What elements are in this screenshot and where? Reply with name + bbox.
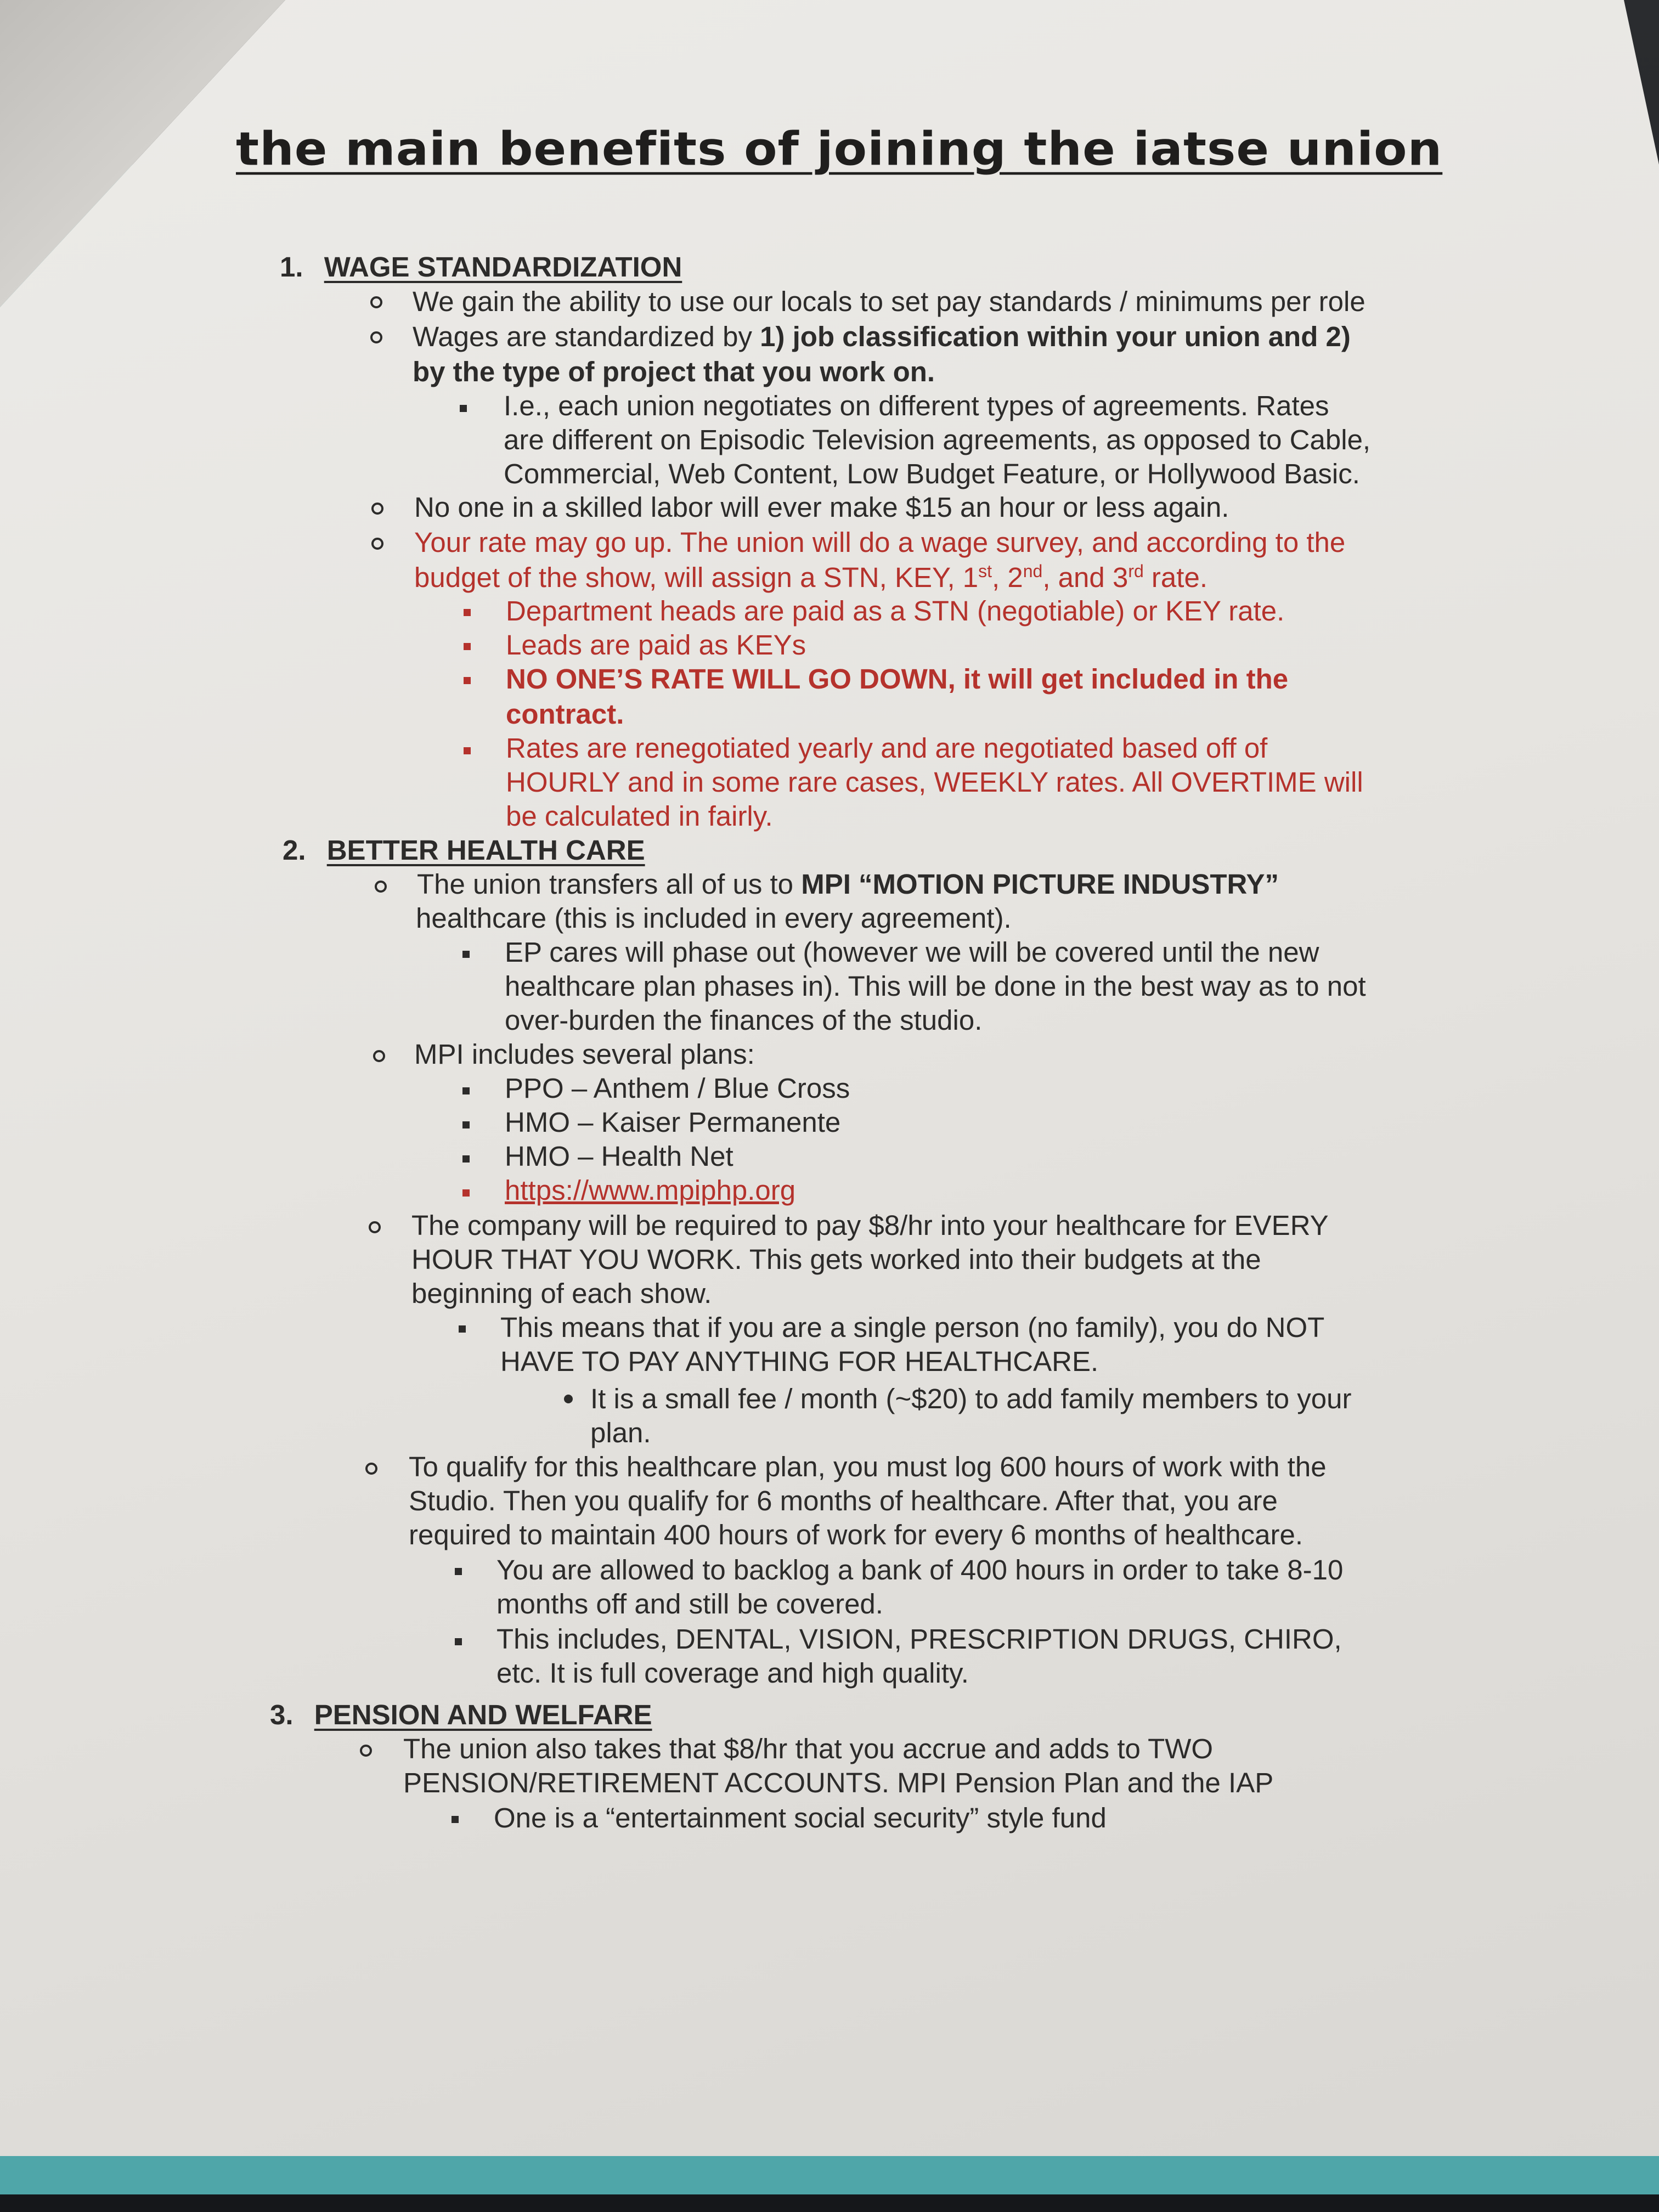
circle-bullet-icon: [360, 1745, 372, 1757]
bullet-text: Studio. Then you qualify for 6 months of healthcare. After that, you are: [409, 1485, 1278, 1516]
sub-bullet-text: etc. It is full coverage and high quality.: [496, 1657, 969, 1689]
section-heading: [270, 1697, 652, 1732]
circle-bullet-icon: [371, 538, 383, 550]
plan-item: HMO – Health Net: [505, 1141, 733, 1172]
section-title: WAGE STANDARDIZATION: [324, 251, 682, 283]
circle-bullet-icon: [371, 503, 383, 515]
page-title: the main benefits of joining the iatse union: [236, 122, 1443, 176]
bullet-text: We gain the ability to use our locals to set pay standards / minimums per role: [413, 286, 1365, 317]
bullet-text: by the type of project that you work on.: [413, 356, 935, 387]
square-bullet-icon: [462, 1155, 470, 1163]
section-heading: [280, 250, 682, 284]
sub-bullet-text: Leads are paid as KEYs: [506, 629, 806, 661]
section-heading: [283, 833, 645, 867]
square-bullet-icon: [464, 609, 471, 616]
square-bullet-icon: [460, 405, 467, 412]
sub-bullet-text: contract.: [506, 698, 624, 730]
section-number: 1.: [280, 251, 303, 283]
sub-bullet-text: healthcare plan phases in). This will be done in the best way as to not: [505, 970, 1366, 1002]
section-number: 3.: [270, 1699, 294, 1730]
bullet-text: No one in a skilled labor will ever make $15 an hour or less again.: [414, 492, 1229, 523]
square-bullet-icon: [455, 1638, 462, 1645]
plan-item: HMO – Kaiser Permanente: [505, 1107, 841, 1138]
sub-bullet-text: months off and still be covered.: [496, 1588, 883, 1620]
bullet-text: budget of the show, will assign a STN, KEY, 1st, 2nd, and 3rd rate.: [414, 561, 1207, 593]
sub-bullet-text: This includes, DENTAL, VISION, PRESCRIPTION DRUGS, CHIRO,: [496, 1623, 1342, 1655]
bullet-text: PENSION/RETIREMENT ACCOUNTS. MPI Pension Plan and the IAP: [403, 1767, 1274, 1798]
square-bullet-icon: [464, 747, 471, 754]
sub-bullet-text: be calculated in fairly.: [506, 800, 773, 832]
sub-bullet-text: I.e., each union negotiates on different types of agreements. Rates: [504, 390, 1329, 421]
square-bullet-icon: [455, 1568, 462, 1575]
bullet-text: The company will be required to pay $8/hr into your healthcare for EVERY: [411, 1210, 1329, 1241]
circle-bullet-icon: [369, 1221, 381, 1233]
bullet-text: HOUR THAT YOU WORK. This gets worked into their budgets at the: [411, 1244, 1261, 1275]
square-bullet-icon: [464, 677, 471, 684]
bullet-text: The union transfers all of us to MPI “MOTION PICTURE INDUSTRY”: [417, 868, 1279, 900]
dot-bullet-icon: [564, 1395, 573, 1403]
square-bullet-icon: [464, 643, 471, 650]
sub-bullet-text: EP cares will phase out (however we will be covered until the new: [505, 936, 1319, 968]
sub-sub-bullet-text: plan.: [590, 1417, 651, 1448]
bullet-text: Your rate may go up. The union will do a wage survey, and according to the: [414, 527, 1346, 558]
section-title: BETTER HEALTH CARE: [326, 834, 645, 866]
square-bullet-icon: [462, 1189, 470, 1197]
bullet-text: To qualify for this healthcare plan, you must log 600 hours of work with the: [409, 1451, 1327, 1482]
sub-bullet-text: One is a “entertainment social security” style fund: [494, 1802, 1107, 1833]
sub-bullet-text: Commercial, Web Content, Low Budget Feature, or Hollywood Basic.: [504, 458, 1360, 489]
circle-bullet-icon: [365, 1463, 377, 1475]
square-bullet-icon: [452, 1816, 459, 1823]
sub-bullet-text: This means that if you are a single person (no family), you do NOT: [500, 1312, 1325, 1343]
sub-bullet-text: You are allowed to backlog a bank of 400 hours in order to take 8-10: [496, 1554, 1344, 1585]
circle-bullet-icon: [370, 296, 382, 308]
sub-sub-bullet-text: It is a small fee / month (~$20) to add family members to your: [590, 1383, 1352, 1414]
square-bullet-icon: [462, 951, 470, 958]
circle-bullet-icon: [370, 331, 382, 343]
sub-bullet-text: HAVE TO PAY ANYTHING FOR HEALTHCARE.: [500, 1346, 1099, 1377]
sub-bullet-text: HOURLY and in some rare cases, WEEKLY rates. All OVERTIME will: [506, 766, 1363, 798]
sub-bullet-text: over-burden the finances of the studio.: [505, 1005, 983, 1036]
section-number: 2.: [283, 834, 306, 866]
bullet-text: Wages are standardized by 1) job classification within your union and 2): [413, 321, 1351, 352]
bullet-text: The union also takes that $8/hr that you accrue and adds to TWO: [403, 1733, 1214, 1764]
bullet-text: required to maintain 400 hours of work for every 6 months of healthcare.: [409, 1519, 1304, 1550]
sub-bullet-text: NO ONE’S RATE WILL GO DOWN, it will get included in the: [506, 663, 1289, 695]
section-title: PENSION AND WELFARE: [314, 1699, 652, 1730]
sub-bullet-text: Rates are renegotiated yearly and are negotiated based off of: [506, 732, 1268, 764]
bullet-text: beginning of each show.: [411, 1278, 712, 1309]
square-bullet-icon: [462, 1087, 470, 1094]
bullet-text: MPI includes several plans:: [414, 1039, 755, 1070]
square-bullet-icon: [459, 1325, 466, 1333]
square-bullet-icon: [462, 1121, 470, 1128]
circle-bullet-icon: [373, 1050, 385, 1062]
plan-item: PPO – Anthem / Blue Cross: [505, 1073, 850, 1104]
bullet-text: healthcare (this is included in every agreement).: [416, 902, 1012, 934]
circle-bullet-icon: [375, 881, 387, 893]
sub-bullet-text: Department heads are paid as a STN (negotiable) or KEY rate.: [506, 595, 1285, 627]
mpi-link[interactable]: https://www.mpiphp.org: [505, 1175, 796, 1206]
sub-bullet-text: are different on Episodic Television agreements, as opposed to Cable,: [504, 424, 1371, 455]
